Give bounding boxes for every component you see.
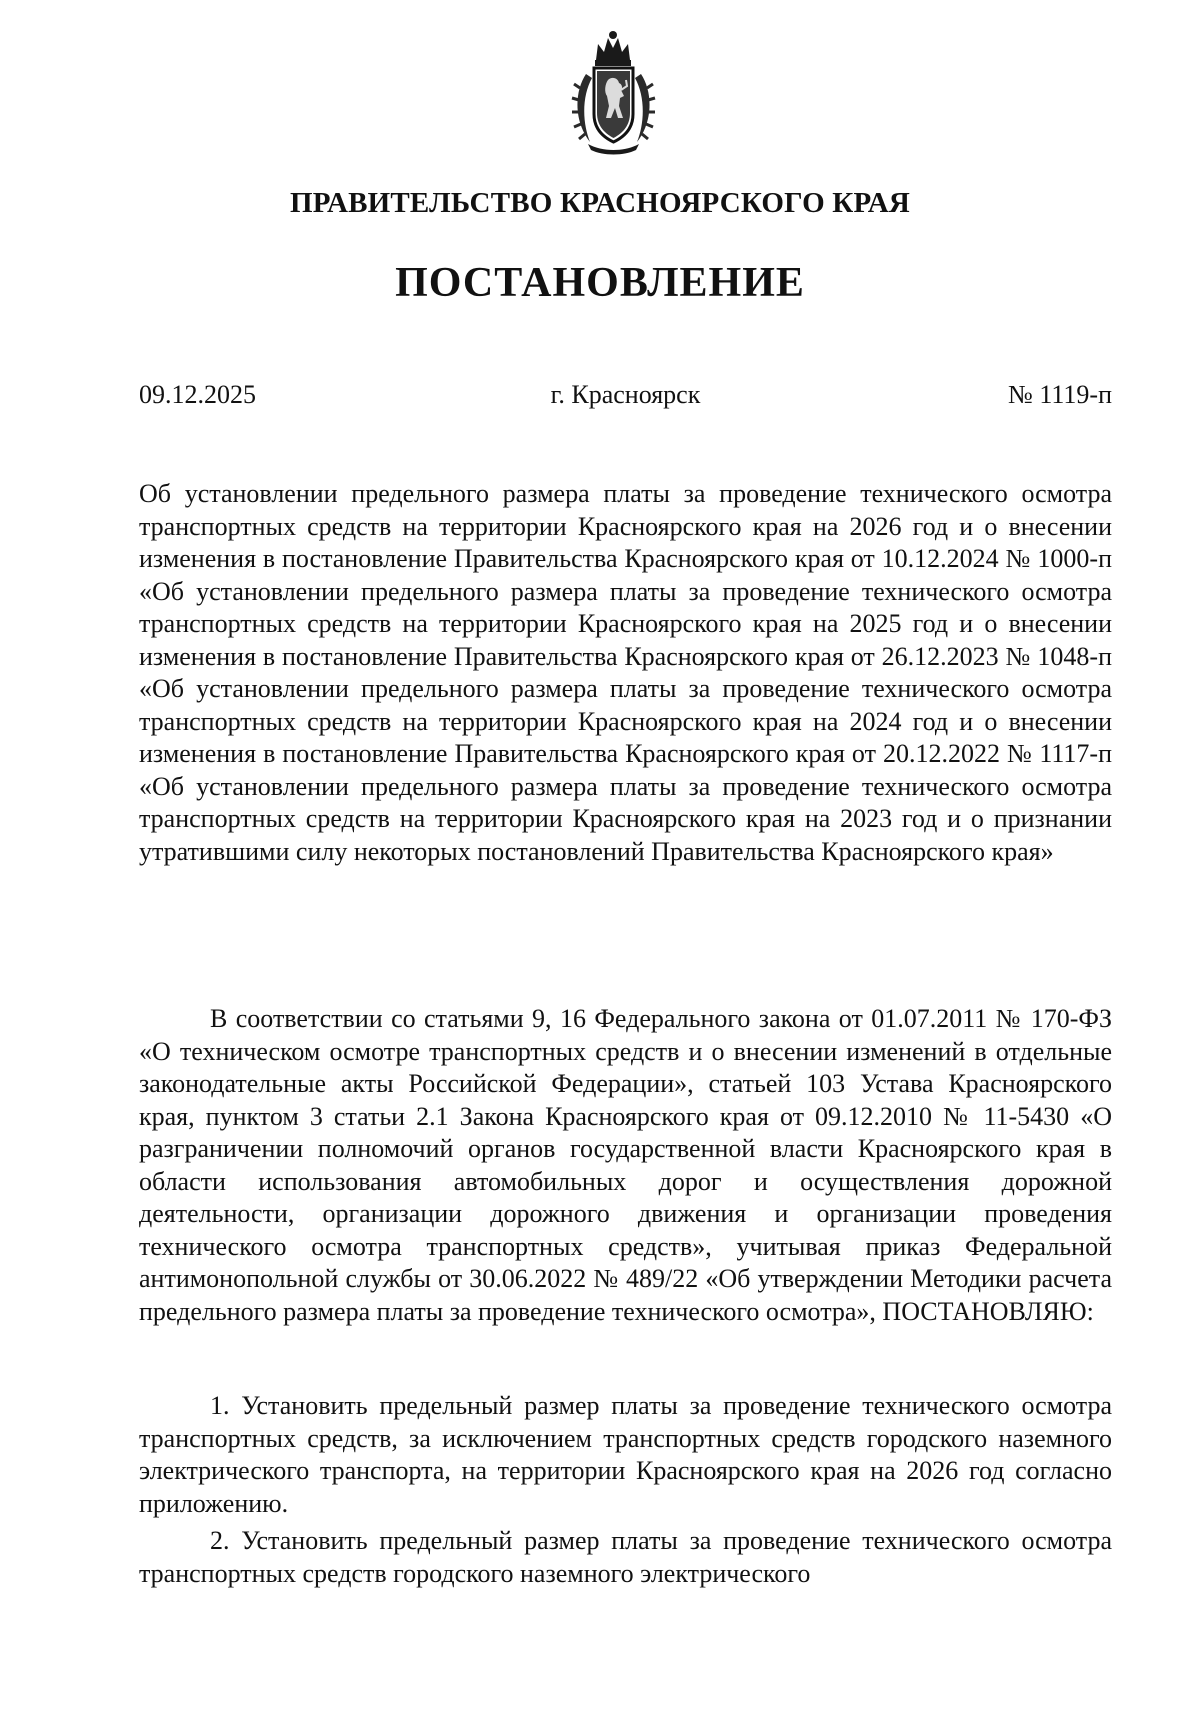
coat-of-arms-icon <box>566 26 661 158</box>
document-type-heading: ПОСТАНОВЛЕНИЕ <box>395 260 805 306</box>
preamble-paragraph: В соответствии со статьями 9, 16 Федерального закона от 01.07.2011 № 170-ФЗ «О техническом осмотре транспортных средств и о внесении изменений в отдельные законодательные акты Российской Федерации», статьей 103 Устава Красноярского края, пунктом 3 статьи 2.1 Закона Красноярского края от 09.12.2010 № 11-5430 «О разграничении полномочий органов государственной власти Красноярского края в области использования автомобильных дорог и осуществления дорожной деятельности, организации дорожного движения и организации проведения технического осмотра транспортных средств», учитывая приказ Федеральной антимонопольной службы от 30.06.2022 № 489/22 «Об утверждении Методики расчета предельного размера платы за проведение технического осмотра», ПОСТАНОВЛЯЮ: <box>139 1004 1112 1326</box>
document-city: г. Красноярск <box>550 380 701 409</box>
document-title: Об установлении предельного размера платы за проведение технического осмотра транспортных средств на территории Красноярского края на 2026 год и о внесении изменения в постановление Правительства Красноярского края от 10.12.2024 № 1000-п «Об установлении предельного размера платы за проведение технического осмотра транспортных средств на территории Красноярского края на 2025 год и о внесении изменения в постановление Правительства Красноярского края от 26.12.2023 № 1048-п «Об установлении предельного размера платы за проведение технического осмотра транспортных средств на территории Красноярского края на 2024 год и о внесении изменения в постановление Правительства Красноярского края от 20.12.2022 № 1117-п «Об установлении предельного размера платы за проведение технического осмотра транспортных средств на территории Красноярского края на 2023 год и о признании утратившими силу некоторых постановлений Правительства Красноярского края» <box>139 479 1112 866</box>
resolution-item-2: 2. Установить предельный размер платы за проведение технического осмотра транспортных средств городского наземного электрического <box>139 1526 1112 1588</box>
document-meta-row <box>139 380 1112 414</box>
document-number: № 1119-п <box>1008 380 1112 409</box>
document-date: 09.12.2025 <box>139 380 256 409</box>
organization-name: ПРАВИТЕЛЬСТВО КРАСНОЯРСКОГО КРАЯ <box>289 187 911 219</box>
resolution-item-1: 1. Установить предельный размер платы за проведение технического осмотра транспортных средств, за исключением транспортных средств городского наземного электрического транспорта, на территории Красноярского края на 2026 год согласно приложению. <box>139 1391 1112 1518</box>
